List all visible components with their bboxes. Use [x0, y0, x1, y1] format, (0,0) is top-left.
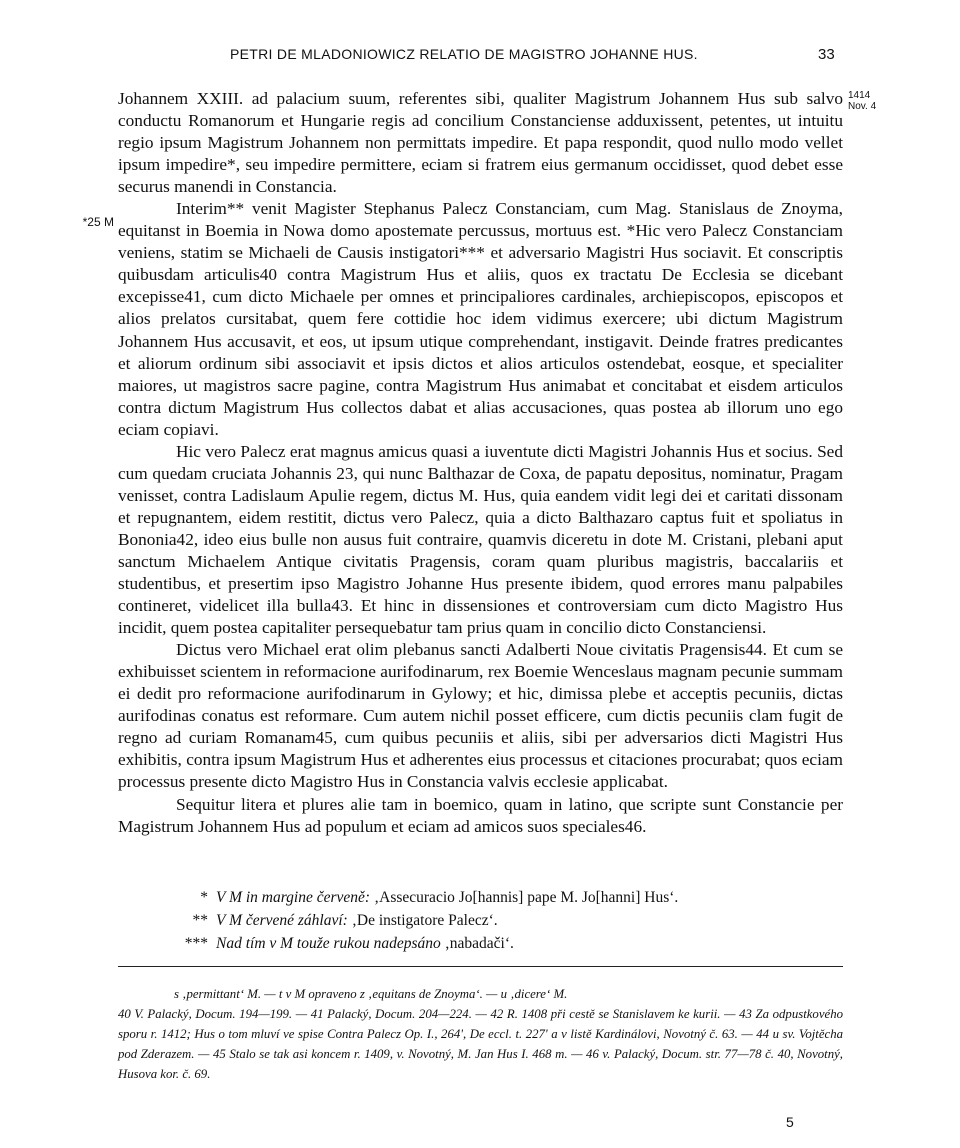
page-number: 33 [818, 46, 835, 63]
note-mark: * [200, 889, 208, 906]
paragraph: Hic vero Palecz erat magnus amicus quasi a iuventute dicti Magistri Johannis Hus et socius. Sed cum quedam cruciata Johannis 23, qui nunc Balthazar de Coxa, de papatu depositus, nominatur, Pragam venisset, contra Ladislaum Apulie regem, dictus M. Hus, quia eandem vidit legi dei et caritati dissonam et repugnantem, eidem restitit, dictus vero Palecz, quia a dicto Balthazaro captus fuit et spoliatus in Bononia42, ideo eius bulle non ausus fuit contraire, quamvis diceretu in dote M. Cristani, plebani aput sanctum Michaelem Antique civitatis Pragensis, coram quam pluribus magistris, baccalariis et studentibus, et presertim ipso Magistro Johanne Hus presente ibidem, quod errores manu palpabiles contineret, videlicet illa bulla43. Et hinc in dissensiones et controversiam cum dicto Magistro Hus incidit, quem postea capitaliter persequebatur tam prius quam in concilio dicto Constanciensi. [118, 441, 843, 638]
paragraph: Dictus vero Michael erat olim plebanus sancti Adalberti Noue civitatis Pragensis44. Et cum se exhibuisset scientem in reformacione aurifodinarum, rex Boemie Wenceslaus magnam pecunie summam ei dedit pro reformacione aurifodinarum in Gylowy; et hic, dimissa plebe et acceptis pecuniis, dictas aurifodinas conatus est reformare. Cum autem nichil posset efficere, cum dictis pecuniis clam fugit de regno ad curiam Romanam45, cum quibus pecuniis et aliis, sibi per adversarios dicti Magistri Hus exhibitis, contra ipsum Magistrum Hus et adherentes eius processus et citaciones procurabat; quos eciam processus presente dicto Magistro Hus in Constancia valvis ecclesie applicabat. [118, 640, 843, 792]
footnote-divider [118, 966, 843, 967]
paragraph: Johannem XXIII. ad palacium suum, referentes sibi, qualiter Magistrum Johannem Hus sub salvo conductu Romanorum et Hungarie regis ad concilium Constanciense adduxissent, petentes, ut intuitu regio ipsum Magistrum Johannem non permittats impedire. Et papa respondit, quod nullo modo vellet ipsum impedire*, seu impedire permittere, eciam si fratrem eius germanum occidisset, quod debet esse securus manendi in Constancia. [118, 89, 843, 197]
footnote: s ‚permittant‘ M. — t v M opraveno z ‚equitans de Znoyma‘. — u ‚dicere‘ M. [174, 987, 568, 1001]
note-text: ‚Assecuracio Jo[hannis] pape M. Jo[hanni] Hus‘. [373, 889, 679, 906]
manuscript-note [168, 886, 818, 909]
note-label: Nad tím v M touže rukou nadepsáno [216, 935, 441, 952]
manuscript-note [168, 909, 818, 932]
running-title: PETRI DE MLADONIOWICZ RELATIO DE MAGISTRO JOHANNE HUS. [230, 46, 698, 62]
note-label: V M in margine červeně: [216, 889, 371, 906]
main-text [118, 88, 843, 838]
manuscript-note [168, 932, 818, 955]
footnote: 40 V. Palacký, Docum. 194—199. — 41 Palacký, Docum. 204—224. — 42 R. 1408 při cestě se Stanislavem ke kurii. — 43 Za odpustkového sporu r. 1412; Hus o tom mluví ve spise Contra Palecz Op. I., 264', De eccl. t. 227' a v listě Kardinálovi, Novotný č. 63. — 44 u sv. Vojtěcha pod Zderazem. — 45 Stalo se tak asi koncem r. 1409, v. Novotný, M. Jan Hus I. 468 m. — 46 v. Palacký, Docum. str. 77—78 č. 40, Novotný, Husova kor. č. 69. [118, 1007, 843, 1081]
note-mark: ** [192, 912, 208, 929]
margin-date-day: Nov. 4 [848, 101, 877, 112]
note-text: ‚De instigatore Palecz‘. [351, 912, 498, 929]
note-label: V M červené záhlaví: [216, 912, 348, 929]
paragraph: Interim** venit Magister Stephanus Palecz Constanciam, cum Mag. Stanislaus de Znoyma, equitanst in Boemia in Nowa domo apostemate percussus, mortuus est. *Hic vero Palecz Constanciam veniens, statim se Michaeli de Causis instigatori*** et adversario Magistri Hus sociavit. Et conscriptis quibusdam articulis40 contra Magistrum Hus et aliis, quos ex tractatu De Ecclesia se dicebant excepisse41, cum dicto Michaele per omnes et principaliores cardinales, archiepiscopos, episcopos et alios prelatos cursitabat, quem fere cottidie hoc idem vidimus exercere; ubi dictum Magistrum Johannem Hus accusavit, et eos, ut ipsum utique comprehendant, instigavit. Deinde fratres predicantes et aliorum ordinum sibi associavit et ipsis dictos et alios articulos ostendebat, eosque, et specialiter maiores, ut magistros sacre pagine, contra Magistrum Hus animabat et concitabat et eisdem articulos contra dictum Magistrum Hus collectos dabat et alias accusaciones, quas postea ab illorum uno ego eciam copiavi. [118, 199, 843, 439]
margin-date [848, 90, 898, 112]
note-mark: *** [184, 935, 208, 952]
footnotes [118, 984, 843, 1084]
manuscript-notes [168, 886, 818, 955]
note-text: ‚nabadači‘. [444, 935, 514, 952]
margin-folio-marker: *25 M [82, 215, 114, 229]
margin-date-year: 1414 [848, 90, 871, 101]
signature-mark: 5 [786, 1114, 794, 1130]
paragraph: Sequitur litera et plures alie tam in boemico, quam in latino, que scripte sunt Constancie per Magistrum Johannem Hus ad populum et eciam ad amicos suos speciales46. [118, 794, 843, 836]
